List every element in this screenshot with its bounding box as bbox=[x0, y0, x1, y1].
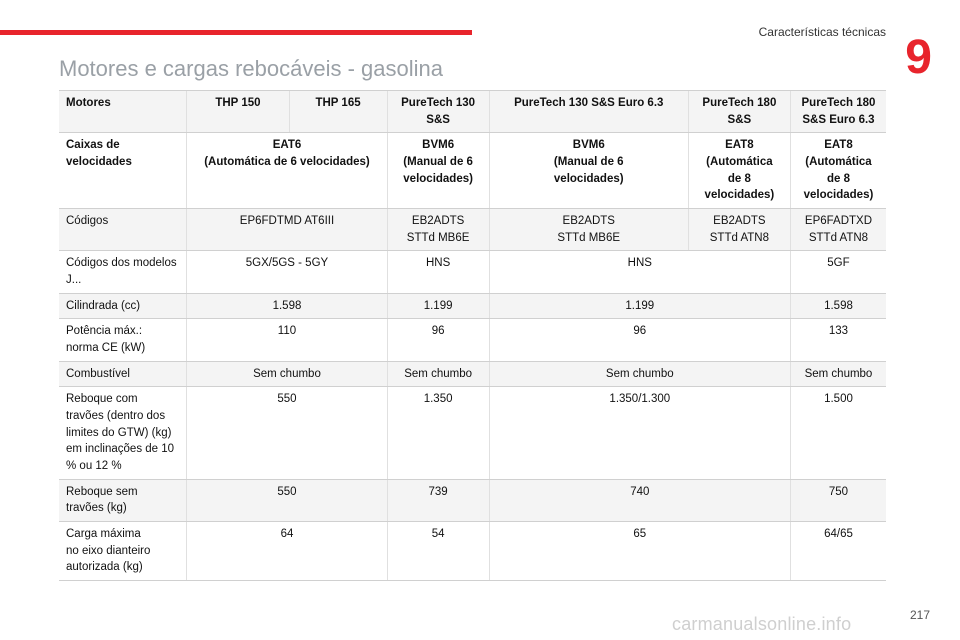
table-header-row bbox=[59, 91, 886, 133]
table-row bbox=[59, 319, 886, 361]
table-cell: 1.199 bbox=[489, 293, 790, 319]
table-cell: 1.199 bbox=[387, 293, 489, 319]
table-cell: 1.598 bbox=[187, 293, 387, 319]
table-row bbox=[59, 479, 886, 521]
accent-bar bbox=[0, 30, 472, 35]
table-row bbox=[59, 133, 886, 209]
header-cell: PureTech 180 S&S Euro 6.3 bbox=[790, 91, 886, 133]
table-cell: EB2ADTS STTd MB6E bbox=[387, 209, 489, 251]
header-cell: THP 165 bbox=[289, 91, 387, 133]
header-cell: PureTech 180 S&S bbox=[688, 91, 790, 133]
table-cell: Sem chumbo bbox=[387, 361, 489, 387]
table-cell: 1.500 bbox=[790, 387, 886, 479]
table-cell: 96 bbox=[489, 319, 790, 361]
table-cell: 64 bbox=[187, 522, 387, 581]
row-label: Códigos bbox=[59, 209, 187, 251]
table-cell: EB2ADTS STTd MB6E bbox=[489, 209, 688, 251]
chapter-number: 9 bbox=[905, 31, 932, 84]
table-cell: Sem chumbo bbox=[489, 361, 790, 387]
row-label: Reboque com travões (dentro dos limites do GTW) (kg) em inclinações de 10 % ou 12 % bbox=[59, 387, 187, 479]
table-row bbox=[59, 361, 886, 387]
section-header: Características técnicas bbox=[758, 25, 886, 39]
table-cell: 550 bbox=[187, 479, 387, 521]
table-cell: 750 bbox=[790, 479, 886, 521]
table-cell: 5GX/5GS - 5GY bbox=[187, 251, 387, 293]
table-cell: Sem chumbo bbox=[187, 361, 387, 387]
row-label: Cilindrada (cc) bbox=[59, 293, 187, 319]
table-cell: 54 bbox=[387, 522, 489, 581]
table-cell: BVM6 (Manual de 6 velocidades) bbox=[489, 133, 688, 209]
table-cell: EAT8 (Automática de 8 velocidades) bbox=[790, 133, 886, 209]
row-label: Combustível bbox=[59, 361, 187, 387]
table-cell: EAT6 (Automática de 6 velocidades) bbox=[187, 133, 387, 209]
watermark: carmanualsonline.info bbox=[672, 614, 852, 634]
table-cell: 65 bbox=[489, 522, 790, 581]
row-label: Reboque sem travões (kg) bbox=[59, 479, 187, 521]
table-row bbox=[59, 522, 886, 581]
table-cell: 133 bbox=[790, 319, 886, 361]
row-label: Códigos dos modelos J... bbox=[59, 251, 187, 293]
table-cell: 1.598 bbox=[790, 293, 886, 319]
table-cell: EP6FADTXD STTd ATN8 bbox=[790, 209, 886, 251]
table-cell: 110 bbox=[187, 319, 387, 361]
table-cell: 96 bbox=[387, 319, 489, 361]
table-cell: HNS bbox=[387, 251, 489, 293]
table-cell: BVM6 (Manual de 6 velocidades) bbox=[387, 133, 489, 209]
table-cell: EAT8 (Automática de 8 velocidades) bbox=[688, 133, 790, 209]
table-cell: HNS bbox=[489, 251, 790, 293]
table-row bbox=[59, 387, 886, 479]
table-cell: Sem chumbo bbox=[790, 361, 886, 387]
table-cell: 1.350 bbox=[387, 387, 489, 479]
table-cell: EB2ADTS STTd ATN8 bbox=[688, 209, 790, 251]
specs-table bbox=[59, 90, 886, 581]
table-cell: 1.350/1.300 bbox=[489, 387, 790, 479]
table-cell: EP6FDTMD AT6III bbox=[187, 209, 387, 251]
row-label: Carga máxima no eixo dianteiro autorizada (kg) bbox=[59, 522, 187, 581]
table-cell: 64/65 bbox=[790, 522, 886, 581]
table-cell: 740 bbox=[489, 479, 790, 521]
table-cell: 5GF bbox=[790, 251, 886, 293]
header-cell: THP 150 bbox=[187, 91, 289, 133]
page-title: Motores e cargas rebocáveis - gasolina bbox=[59, 56, 443, 81]
header-cell: PureTech 130 S&S Euro 6.3 bbox=[489, 91, 688, 133]
row-label: Potência máx.: norma CE (kW) bbox=[59, 319, 187, 361]
table-row bbox=[59, 251, 886, 293]
row-label: Caixas de velocidades bbox=[59, 133, 187, 209]
header-cell: Motores bbox=[59, 91, 187, 133]
page-number: 217 bbox=[909, 608, 930, 622]
table-cell: 550 bbox=[187, 387, 387, 479]
table-cell: 739 bbox=[387, 479, 489, 521]
header-cell: PureTech 130 S&S bbox=[387, 91, 489, 133]
table-row bbox=[59, 209, 886, 251]
table-row bbox=[59, 293, 886, 319]
